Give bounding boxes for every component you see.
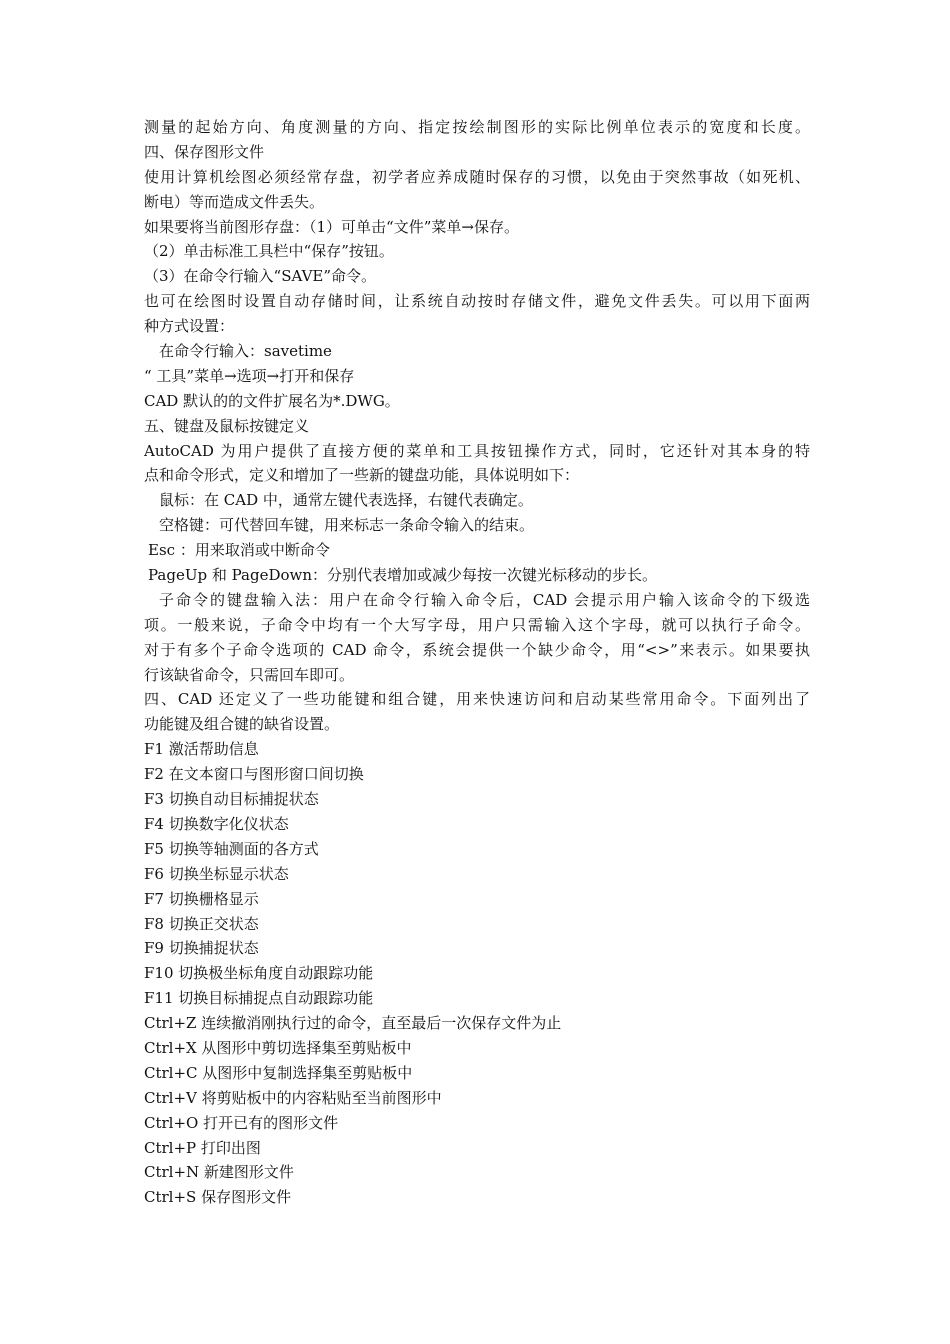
text-line: 种方式设置： — [144, 317, 235, 336]
shortcut-item: Ctrl+X 从图形中剪切选择集至剪贴板中 — [144, 1038, 412, 1057]
text-line: （3）在命令行输入“SAVE”命令。 — [144, 267, 377, 286]
text-line: （2）单击标准工具栏中“保存”按钮。 — [144, 242, 394, 261]
section-heading: 四、保存图形文件 — [144, 142, 265, 161]
text-line: 断电）等而造成文件丢失。 — [144, 192, 325, 211]
text-line: 使用计算机绘图必须经常存盘，初学者应养成随时保存的习惯，以免由于突然事故（如死机、 — [144, 167, 810, 186]
shortcut-item: F2 在文本窗口与图形窗口间切换 — [144, 765, 364, 784]
shortcut-item: Ctrl+P 打印出图 — [144, 1138, 261, 1157]
shortcut-item: F3 切换自动目标捕捉状态 — [144, 790, 319, 809]
text-line: 测量的起始方向、角度测量的方向、指定按绘制图形的实际比例单位表示的宽度和长度。 — [144, 118, 810, 136]
text-line: 对于有多个子命令选项的 CAD 命令，系统会提供一个缺少命令，用“<>”来表示。如果要执 — [144, 640, 810, 659]
text-line: 四、CAD 还定义了一些功能键和组合键，用来快速访问和启动某些常用命令。下面列出了 — [144, 690, 810, 709]
shortcut-item: F4 切换数字化仪状态 — [144, 814, 289, 833]
text-line: 在命令行输入：savetime — [159, 342, 332, 361]
text-line: Esc ：用来取消或中断命令 — [148, 541, 330, 560]
text-line: 也可在绘图时设置自动存储时间，让系统自动按时存储文件，避免文件丢失。可以用下面两 — [144, 292, 810, 311]
text-line: AutoCAD 为用户提供了直接方便的菜单和工具按钮操作方式，同时，它还针对其本身的特 — [144, 441, 810, 460]
shortcut-item: F8 切换正交状态 — [144, 914, 259, 933]
shortcut-item: F7 切换栅格显示 — [144, 889, 259, 908]
text-line: 项。一般来说，子命令中均有一个大写字母，用户只需输入这个字母，就可以执行子命令。 — [144, 615, 810, 634]
text-line: 鼠标：在 CAD 中，通常左键代表选择，右键代表确定。 — [159, 491, 533, 510]
shortcut-item: F5 切换等轴测面的各方式 — [144, 839, 319, 858]
text-line: 行该缺省命令，只需回车即可。 — [144, 665, 355, 684]
shortcut-item: F11 切换目标捕捉点自动跟踪功能 — [144, 989, 374, 1008]
text-line: 子命令的键盘输入法：用户在命令行输入命令后，CAD 会提示用户输入该命令的下级选 — [159, 590, 810, 609]
shortcut-item: Ctrl+S 保存图形文件 — [144, 1188, 292, 1207]
shortcut-item: Ctrl+Z 连续撤消刚执行过的命令，直至最后一次保存文件为止 — [144, 1014, 562, 1033]
text-line: PageUp 和 PageDown：分别代表增加或减少每按一次键光标移动的步长。 — [148, 566, 658, 585]
text-line: 如果要将当前图形存盘：（1）可单击“文件”菜单→保存。 — [144, 217, 519, 236]
text-line: 点和命令形式，定义和增加了一些新的键盘功能，具体说明如下： — [144, 466, 580, 485]
shortcut-item: Ctrl+V 将剪贴板中的内容粘贴至当前图形中 — [144, 1088, 442, 1107]
text-line: 空格键：可代替回车键，用来标志一条命令输入的结束。 — [159, 516, 535, 535]
shortcut-item: Ctrl+N 新建图形文件 — [144, 1163, 294, 1182]
shortcut-item: Ctrl+C 从图形中复制选择集至剪贴板中 — [144, 1063, 413, 1082]
shortcut-item: F9 切换捕捉状态 — [144, 939, 259, 958]
shortcut-item: Ctrl+O 打开已有的图形文件 — [144, 1113, 339, 1132]
shortcut-item: F10 切换极坐标角度自动跟踪功能 — [144, 964, 374, 983]
text-line: “ 工具”菜单→选项→打开和保存 — [144, 366, 355, 385]
document-body — [144, 115, 810, 1210]
shortcut-item: F1 激活帮助信息 — [144, 740, 259, 759]
text-line: 功能键及组合键的缺省设置。 — [144, 715, 340, 734]
shortcut-item: F6 切换坐标显示状态 — [144, 864, 289, 883]
section-heading: 五、键盘及鼠标按键定义 — [144, 416, 310, 435]
text-line: CAD 默认的的文件扩展名为*.DWG。 — [144, 391, 400, 410]
